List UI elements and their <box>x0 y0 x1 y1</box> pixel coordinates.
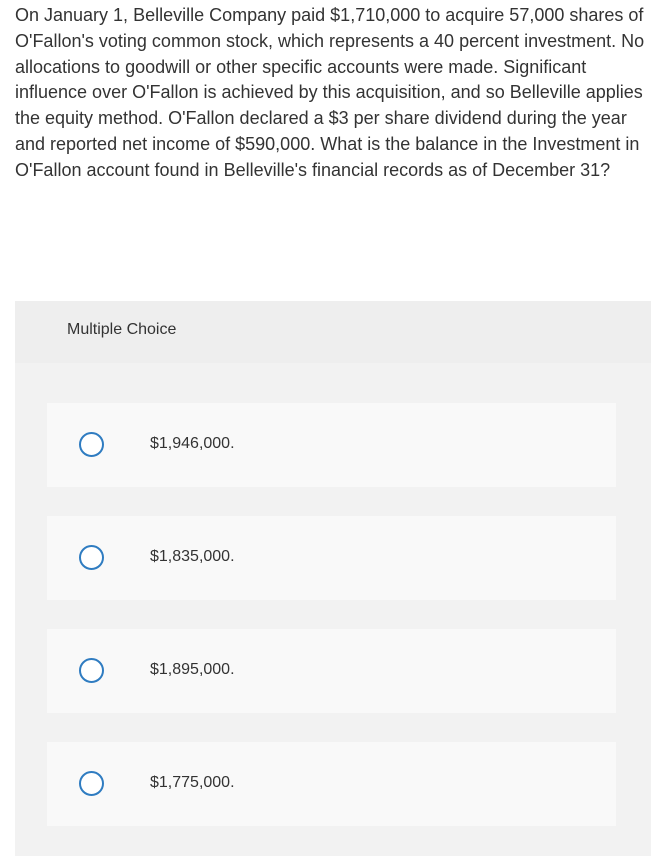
question-text: On January 1, Belleville Company paid $1,710,000 to acquire 57,000 shares of O'Fallon's voting common stock, which represents a 40 percent investment. No allocations to goodwill or other specific accounts were made. Significant influence over O'Fallon is achieved by this acquisition, and so Belleville applies the equity method. O'Fallon declared a $3 per share dividend during the year and reported net income of $590,000. What is the balance in the Investment in O'Fallon account found in Belleville's financial records as of December 31? <box>15 5 645 180</box>
answer-option-1[interactable] <box>47 403 616 487</box>
radio-circle-icon[interactable] <box>79 432 104 457</box>
answer-option-4[interactable] <box>47 742 616 826</box>
answer-option-3[interactable] <box>47 629 616 713</box>
radio-circle-icon[interactable] <box>79 545 104 570</box>
radio-circle-icon[interactable] <box>79 771 104 796</box>
answer-option-2[interactable] <box>47 516 616 600</box>
multiple-choice-panel <box>15 301 651 856</box>
answer-option-label: $1,775,000. <box>150 774 235 791</box>
radio-circle-icon[interactable] <box>79 658 104 683</box>
answer-option-label: $1,835,000. <box>150 548 235 565</box>
answer-option-label: $1,946,000. <box>150 435 235 452</box>
answer-option-label: $1,895,000. <box>150 661 235 678</box>
multiple-choice-title: Multiple Choice <box>67 321 177 338</box>
multiple-choice-header <box>15 301 651 363</box>
